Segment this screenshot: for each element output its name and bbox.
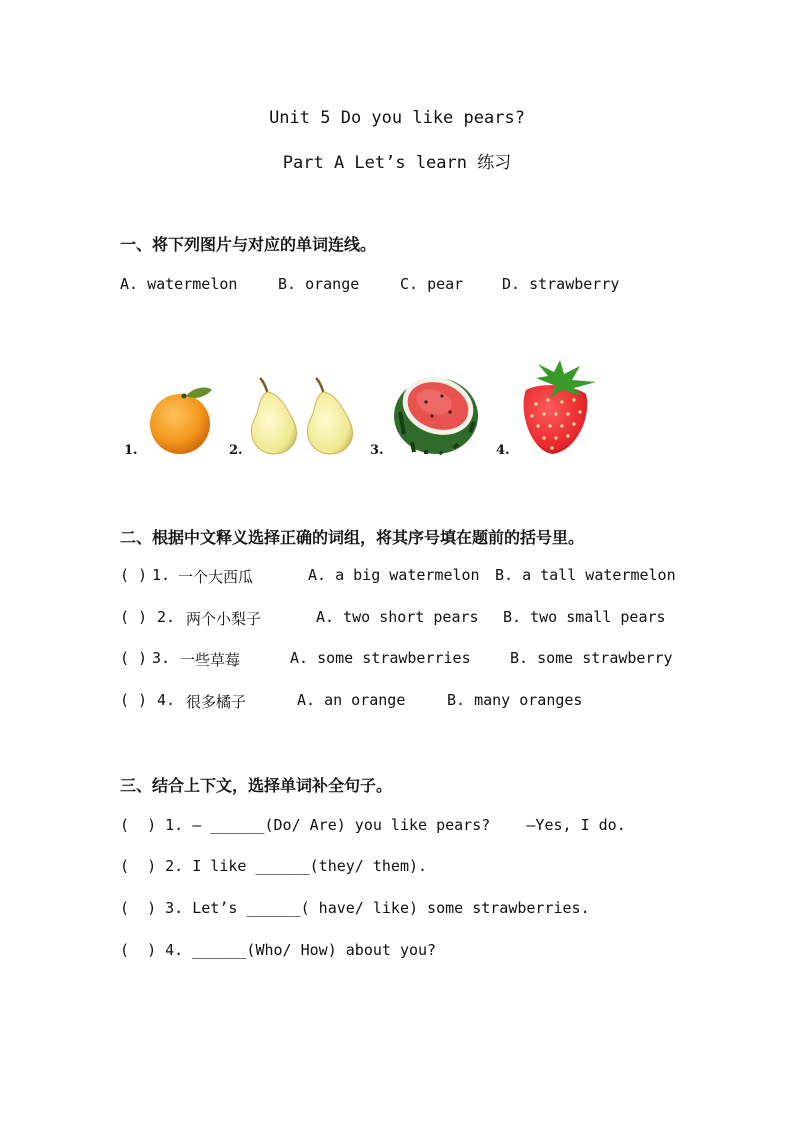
- choice-b: B. two small pears: [503, 608, 666, 626]
- watermelon-icon: [390, 372, 482, 456]
- choice-b: B. a tall watermelon: [495, 566, 676, 584]
- option-b: B. orange: [278, 275, 360, 293]
- item-chinese: 两个小梨子: [186, 610, 262, 628]
- item-chinese: 一些草莓: [180, 651, 241, 669]
- strawberry-icon: [516, 360, 600, 456]
- orange-icon: [146, 382, 218, 454]
- choice-a: A. a big watermelon: [308, 566, 480, 584]
- section2-heading: 二、根据中文释义选择正确的词组，将其序号填在题前的括号里。: [120, 528, 585, 547]
- item-number: 4.: [157, 691, 176, 709]
- page-title: Unit 5 Do you like pears?: [269, 108, 525, 128]
- section3-item-4: ( ) 4. ______(Who/ How) about you?: [120, 941, 437, 959]
- item-number: 3.: [152, 649, 171, 667]
- option-d: D. strawberry: [502, 275, 620, 293]
- option-c: C. pear: [400, 275, 464, 293]
- choice-a: A. an orange: [297, 691, 406, 709]
- picture-number-3: 3.: [370, 443, 384, 458]
- choice-b: B. some strawberry: [510, 649, 673, 667]
- section3-item-1: ( ) 1. – ______(Do/ Are) you like pears? –Yes, I do.: [120, 816, 626, 834]
- picture-number-1: 1.: [124, 443, 138, 458]
- picture-number-4: 4.: [496, 443, 510, 458]
- answer-bracket[interactable]: ( ): [120, 691, 148, 709]
- section1-heading: 一、将下列图片与对应的单词连线。: [120, 235, 377, 254]
- item-number: 2.: [157, 608, 176, 626]
- pears-icon: [246, 374, 358, 456]
- option-a: A. watermelon: [120, 275, 238, 293]
- page-subtitle: Part A Let’s learn 练习: [282, 153, 512, 173]
- choice-a: A. some strawberries: [290, 649, 471, 667]
- answer-bracket[interactable]: ( ): [120, 566, 148, 584]
- choice-a: A. two short pears: [316, 608, 479, 626]
- section3-item-2: ( ) 2. I like ______(they/ them).: [120, 857, 428, 875]
- choice-b: B. many oranges: [447, 691, 583, 709]
- answer-bracket[interactable]: ( ): [120, 608, 148, 626]
- item-number: 1.: [152, 566, 171, 584]
- picture-number-2: 2.: [229, 443, 243, 458]
- item-chinese: 很多橘子: [186, 693, 247, 711]
- item-chinese: 一个大西瓜: [178, 568, 254, 586]
- section3-heading: 三、结合上下文，选择单词补全句子。: [120, 776, 393, 795]
- section3-item-3: ( ) 3. Let’s ______( have/ like) some strawberries.: [120, 899, 590, 917]
- answer-bracket[interactable]: ( ): [120, 649, 148, 667]
